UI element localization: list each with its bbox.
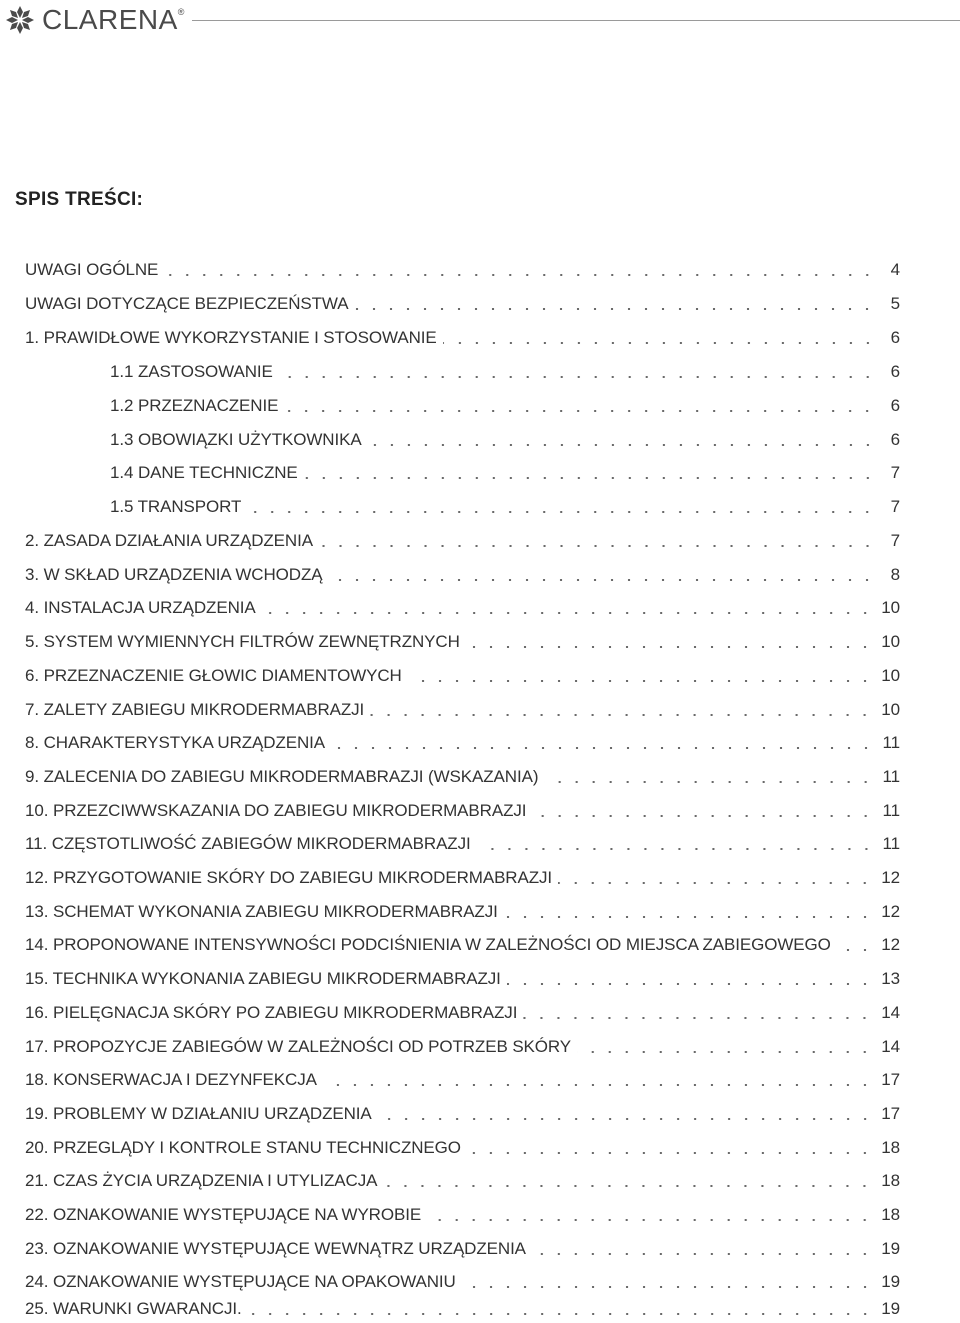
toc-entry-label: 18. KONSERWACJA I DEZYNFEKCJA [25, 1070, 317, 1089]
dot-leader [247, 511, 876, 513]
dot-leader [408, 680, 874, 682]
toc-entry-page: 18 [881, 1205, 900, 1224]
toc-entry-page: 12 [881, 902, 900, 921]
toc-entry[interactable] [25, 630, 900, 654]
toc-entry[interactable] [25, 799, 900, 823]
dot-leader [164, 274, 876, 276]
dot-leader [262, 612, 874, 614]
toc-entry-label: 24. OZNAKOWANIE WYSTĘPUJĄCE NA OPAKOWANIU [25, 1272, 456, 1291]
dot-leader [328, 579, 876, 581]
toc-entry-page: 13 [881, 969, 900, 988]
toc-entry[interactable] [25, 1169, 900, 1193]
toc-entry-page: 6 [890, 328, 900, 347]
toc-entry[interactable] [25, 1270, 900, 1294]
toc-entry-page: 6 [890, 430, 900, 449]
toc-entry-label: 10. PRZEZCIWWSKAZANIA DO ZABIEGU MIKRODERMABRAZJI [25, 801, 527, 820]
toc-entry-label: 22. OZNAKOWANIE WYSTĘPUJĄCE NA WYROBIE [25, 1205, 422, 1224]
toc-entry[interactable] [25, 529, 900, 553]
toc-entry-label: 14. PROPONOWANE INTENSYWNOŚCI PODCIŚNIENIA W ZALEŻNOŚCI OD MIEJSCA ZABIEGOWEGO [25, 935, 831, 954]
dot-leader [504, 916, 874, 918]
toc-entry-label: 21. CZAS ŻYCIA URZĄDZENIA I UTYLIZACJA [25, 1171, 378, 1190]
dot-leader [532, 815, 874, 817]
toc-entry-label: UWAGI DOTYCZĄCE BEZPIECZEŃSTWA [25, 294, 349, 313]
dot-leader [837, 949, 873, 951]
toc-entry-page: 8 [890, 565, 900, 584]
toc-subentry[interactable] [110, 495, 900, 519]
toc-entry[interactable] [25, 1102, 900, 1126]
dot-leader [323, 1084, 873, 1086]
toc-entry-label: 4. INSTALACJA URZĄDZENIA [25, 598, 256, 617]
toc-entry-label: 13. SCHEMAT WYKONANIA ZABIEGU MIKRODERMABRAZJI [25, 902, 498, 921]
toc-entry-label: 9. ZALECENIA DO ZABIEGU MIKRODERMABRAZJI (WSKAZANIA) [25, 767, 539, 786]
toc-entry[interactable] [25, 1035, 900, 1059]
toc-entry[interactable] [25, 832, 900, 856]
dot-leader [331, 747, 875, 749]
toc-entry-page: 12 [881, 868, 900, 887]
toc-entry[interactable] [25, 765, 900, 789]
toc-entry-label: 17. PROPOZYCJE ZABIEGÓW W ZALEŻNOŚCI OD POTRZEB SKÓRY [25, 1037, 572, 1056]
toc-entry-page: 11 [882, 733, 900, 752]
toc-entry-label: 19. PROBLEMY W DZIAŁANIU URZĄDZENIA [25, 1104, 372, 1123]
dot-leader [467, 1152, 873, 1154]
toc-entry[interactable] [25, 664, 900, 688]
toc-entry-page: 10 [881, 666, 900, 685]
toc-entry-label: 12. PRZYGOTOWANIE SKÓRY DO ZABIEGU MIKRODERMABRAZJI [25, 868, 553, 887]
toc-entry[interactable] [25, 326, 900, 350]
toc-entry-page: 17 [881, 1070, 900, 1089]
dot-leader [466, 646, 874, 648]
dot-leader [462, 1286, 874, 1288]
dot-leader [577, 1051, 873, 1053]
toc-entry[interactable] [25, 933, 900, 957]
toc-entry-label: 11. CZĘSTOTLIWOŚĆ ZABIEGÓW MIKRODERMABRAZJI [25, 834, 471, 853]
dot-leader [370, 714, 873, 716]
toc-entry-page: 14 [881, 1037, 900, 1056]
toc-entry-page: 17 [881, 1104, 900, 1123]
toc-entry[interactable] [25, 563, 900, 587]
toc-entry-label: 20. PRZEGLĄDY I KONTROLE STANU TECHNICZNEGO [25, 1138, 461, 1157]
toc-entry-page: 7 [890, 497, 900, 516]
toc-entry[interactable] [25, 1001, 900, 1025]
dot-leader [507, 983, 873, 985]
toc-entry-label: 23. OZNAKOWANIE WYSTĘPUJĄCE WEWNĄTRZ URZĄDZENIA [25, 1239, 526, 1258]
toc-entry-page: 5 [890, 294, 900, 313]
toc-title: SPIS TREŚCI: [15, 189, 144, 210]
toc-entry[interactable] [25, 258, 900, 282]
toc-entry-page: 19 [881, 1299, 900, 1318]
toc-entry-label: UWAGI OGÓLNE [25, 260, 159, 279]
toc-entry[interactable] [25, 1136, 900, 1160]
toc-entry-page: 6 [890, 362, 900, 381]
toc-subentry[interactable] [110, 428, 900, 452]
toc-entry-label: 1.5 TRANSPORT [110, 497, 242, 516]
dot-leader [304, 477, 876, 479]
toc-entry[interactable] [25, 866, 900, 890]
toc-entry-page: 6 [890, 396, 900, 415]
toc-entry-page: 7 [890, 463, 900, 482]
dot-leader [558, 882, 873, 884]
dot-leader [383, 1185, 873, 1187]
toc-entry[interactable] [25, 731, 900, 755]
dot-leader [354, 308, 876, 310]
toc-entry-label: 6. PRZEZNACZENIE GŁOWIC DIAMENTOWYCH [25, 666, 402, 685]
toc-entry-page: 19 [881, 1239, 900, 1258]
dot-leader [544, 781, 874, 783]
brand-name: CLARENA® [42, 4, 185, 35]
toc-entry-page: 18 [881, 1138, 900, 1157]
toc-entry[interactable] [25, 1237, 900, 1261]
toc-subentry[interactable] [110, 360, 900, 384]
dot-leader [248, 1313, 874, 1315]
toc-entry-page: 10 [881, 598, 900, 617]
toc-entry[interactable] [25, 900, 900, 924]
dot-leader [532, 1253, 873, 1255]
toc-entry[interactable] [25, 596, 900, 620]
toc-entry-page: 10 [881, 700, 900, 719]
toc-entry-page: 4 [890, 260, 900, 279]
toc-subentry[interactable] [110, 461, 900, 485]
toc-entry-label: 3. W SKŁAD URZĄDZENIA WCHODZĄ [25, 565, 323, 584]
toc-entry[interactable] [25, 698, 900, 722]
toc-entry[interactable] [25, 292, 900, 316]
toc-entry-page: 11 [882, 834, 900, 853]
dot-leader [523, 1017, 873, 1019]
toc-entry-label: 1.4 DANE TECHNICZNE [110, 463, 298, 482]
toc-entry[interactable] [25, 1203, 900, 1227]
toc-entry-label: 1.2 PRZEZNACZENIE [110, 396, 279, 415]
dot-leader [477, 848, 875, 850]
dot-leader [378, 1118, 874, 1120]
toc-entry-page: 12 [881, 935, 900, 954]
toc-entry-page: 11 [882, 801, 900, 820]
toc-entry[interactable] [25, 1297, 900, 1321]
dot-leader [443, 342, 876, 344]
toc-entry-label: 2. ZASADA DZIAŁANIA URZĄDZENIA [25, 531, 313, 550]
toc-entry-label: 16. PIELĘGNACJA SKÓRY PO ZABIEGU MIKRODERMABRAZJI [25, 1003, 518, 1022]
toc-entry-page: 14 [881, 1003, 900, 1022]
toc-entry[interactable] [25, 967, 900, 991]
toc-entry-label: 1.3 OBOWIĄZKI UŻYTKOWNIKA [110, 430, 362, 449]
toc-entry-page: 10 [881, 632, 900, 651]
dot-leader [279, 376, 876, 378]
toc-entry[interactable] [25, 1068, 900, 1092]
dot-leader [284, 410, 876, 412]
dot-leader [427, 1219, 873, 1221]
toc-entry-page: 11 [882, 767, 900, 786]
toc-entry-label: 8. CHARAKTERYSTYKA URZĄDZENIA [25, 733, 326, 752]
toc-entry-label: 25. WARUNKI GWARANCJI. [25, 1299, 242, 1318]
toc-entry-label: 1. PRAWIDŁOWE WYKORZYSTANIE I STOSOWANIE [25, 328, 437, 347]
toc-entry-page: 18 [881, 1171, 900, 1190]
toc-entry-page: 7 [890, 531, 900, 550]
dot-leader [319, 545, 876, 547]
toc-entry-label: 15. TECHNIKA WYKONANIA ZABIEGU MIKRODERMABRAZJI [25, 969, 501, 988]
toc-entry-page: 19 [881, 1272, 900, 1291]
toc-subentry[interactable] [110, 394, 900, 418]
toc-entry-label: 5. SYSTEM WYMIENNYCH FILTRÓW ZEWNĘTRZNYCH [25, 632, 460, 651]
dot-leader [368, 444, 876, 446]
toc-entry-label: 7. ZALETY ZABIEGU MIKRODERMABRAZJI [25, 700, 365, 719]
toc-entry-label: 1.1 ZASTOSOWANIE [110, 362, 273, 381]
